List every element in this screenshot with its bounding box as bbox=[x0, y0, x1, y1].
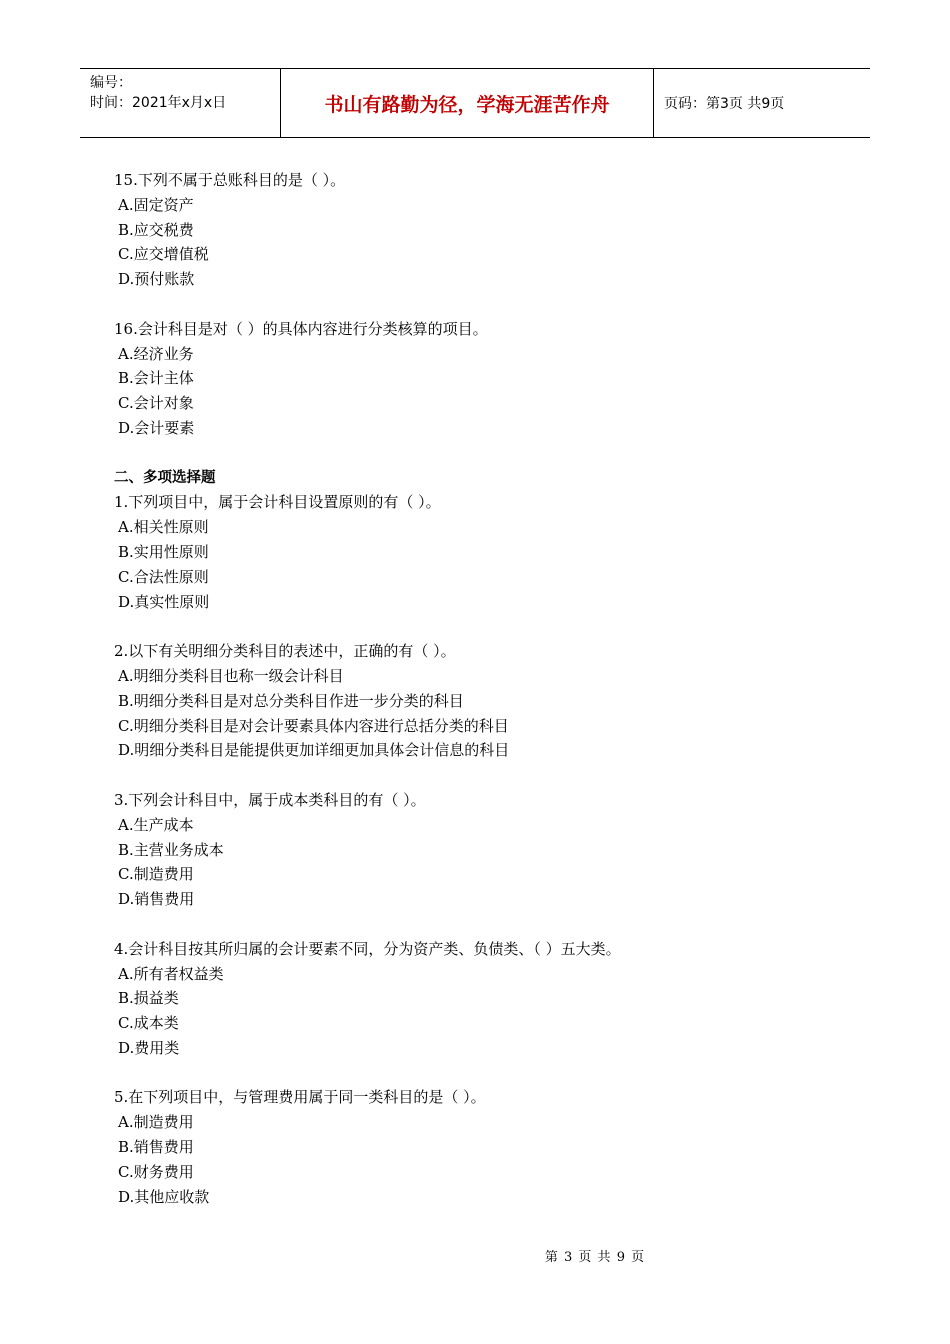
page-info-text: 页码：第3页 共9页 bbox=[664, 96, 785, 112]
option-b: B.实用性原则 bbox=[118, 542, 209, 561]
option-a: A.所有者权益类 bbox=[118, 964, 224, 983]
header-meta bbox=[80, 69, 281, 137]
question-stem: 3.下列会计科目中，属于成本类科目的有（ ）。 bbox=[114, 790, 426, 809]
option-b: B.明细分类科目是对总分类科目作进一步分类的科目 bbox=[118, 691, 464, 710]
option-c: C.制造费用 bbox=[118, 865, 194, 884]
option-b: B.销售费用 bbox=[118, 1138, 194, 1157]
option-b: B.应交税费 bbox=[118, 220, 194, 239]
option-c: C.会计对象 bbox=[118, 394, 194, 413]
question-block bbox=[114, 937, 814, 1061]
option-a: A.固定资产 bbox=[118, 195, 194, 214]
doc-time-label: 时间：2021年x月x日 bbox=[90, 95, 227, 111]
question-block bbox=[114, 168, 814, 292]
question-stem: 2.以下有关明细分类科目的表述中，正确的有（ ）。 bbox=[114, 642, 456, 661]
header-motto-cell bbox=[281, 69, 654, 137]
option-b: B.主营业务成本 bbox=[118, 840, 224, 859]
option-d: D.费用类 bbox=[118, 1038, 180, 1057]
option-c: C.合法性原则 bbox=[118, 567, 209, 586]
question-stem: 5.在下列项目中，与管理费用属于同一类科目的是（ ）。 bbox=[114, 1088, 486, 1107]
footer-page-number: 第 3 页 共 9 页 bbox=[544, 1250, 646, 1265]
option-c: C.应交增值税 bbox=[118, 245, 209, 264]
option-d: D.会计要素 bbox=[118, 418, 195, 437]
question-stem: 1.下列项目中，属于会计科目设置原则的有（ ）。 bbox=[114, 493, 441, 512]
option-c: C.财务费用 bbox=[118, 1162, 194, 1181]
question-block bbox=[114, 1085, 814, 1209]
section-title: 二、多项选择题 bbox=[114, 469, 216, 486]
question-block bbox=[114, 639, 814, 763]
option-a: A.生产成本 bbox=[118, 815, 194, 834]
option-c: C.明细分类科目是对会计要素具体内容进行总括分类的科目 bbox=[118, 716, 509, 735]
option-a: A.相关性原则 bbox=[118, 518, 209, 537]
option-a: A.明细分类科目也称一级会计科目 bbox=[118, 666, 344, 685]
question-content bbox=[114, 168, 814, 1234]
option-d: D.其他应收款 bbox=[118, 1187, 210, 1206]
option-c: C.成本类 bbox=[118, 1014, 179, 1033]
option-d: D.销售费用 bbox=[118, 890, 195, 909]
option-a: A.制造费用 bbox=[118, 1113, 194, 1132]
question-stem: 15.下列不属于总账科目的是（ ）。 bbox=[114, 171, 346, 189]
header-page-info bbox=[654, 69, 870, 137]
option-d: D.预付账款 bbox=[118, 270, 195, 289]
question-stem: 4.会计科目按其所归属的会计要素不同，分为资产类、负债类、（ ）五大类。 bbox=[114, 939, 621, 958]
option-b: B.损益类 bbox=[118, 989, 179, 1008]
option-d: D.明细分类科目是能提供更加详细更加具体会计信息的科目 bbox=[118, 741, 510, 760]
question-stem: 16.会计科目是对（ ）的具体内容进行分类核算的项目。 bbox=[114, 319, 488, 338]
motto-text: 书山有路勤为径，学海无涯苦作舟 bbox=[324, 93, 610, 116]
question-block bbox=[114, 466, 814, 615]
page-footer bbox=[0, 1246, 950, 1265]
question-block bbox=[114, 788, 814, 912]
document-header bbox=[80, 68, 870, 138]
option-d: D.真实性原则 bbox=[118, 592, 210, 611]
option-b: B.会计主体 bbox=[118, 369, 194, 388]
option-a: A.经济业务 bbox=[118, 344, 194, 363]
doc-number-label: 编号： bbox=[90, 75, 132, 91]
question-block bbox=[114, 317, 814, 441]
